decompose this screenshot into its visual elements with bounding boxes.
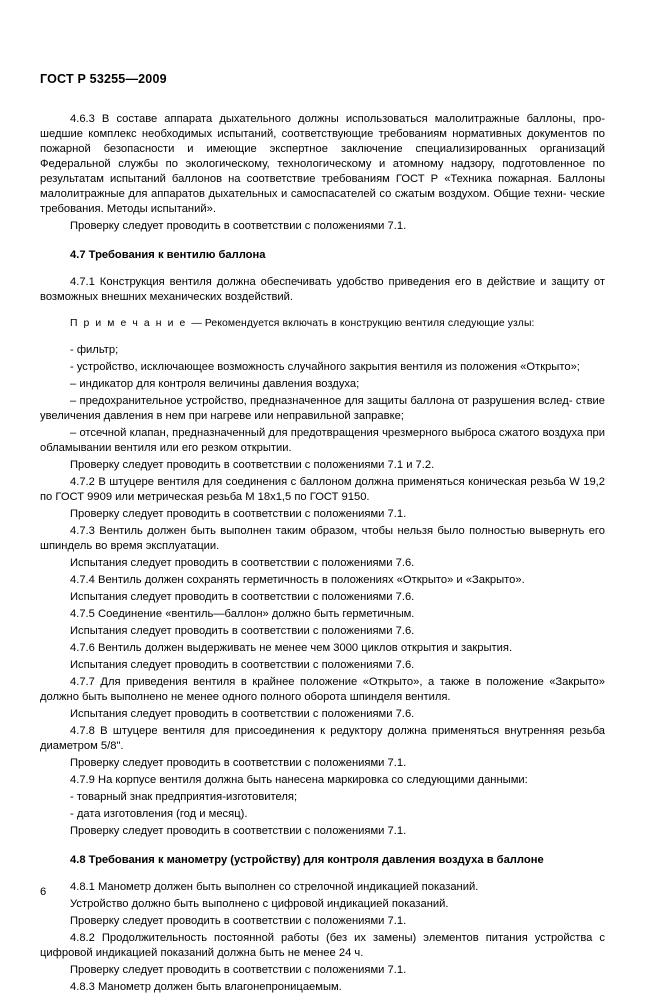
body-paragraph: - фильтр; [70, 343, 119, 356]
body-paragraph: Проверку следует проводить в соответствии с положениями 7.1. [70, 507, 407, 520]
body-paragraph: – индикатор для контроля величины давления воздуха; [70, 377, 360, 390]
body-paragraph: Устройство должно быть выполнено с цифровой индикацией показаний. [70, 897, 449, 910]
document-body [40, 112, 605, 995]
body-paragraph: – отсечной клапан, предназначенный для предотвращения чрезмерного выброса сжатого воздуха при обламывании вентиля или его резком открытии. [40, 426, 605, 454]
body-paragraph: 4.7.8 В штуцере вентиля для присоединения к редуктору должна применяться внутренняя резьба диаметром 5/8". [40, 724, 605, 752]
body-paragraph: 4.7.1 Конструкция вентиля должна обеспечивать удобство приведения его в действие и защиту от возможных внешних механических воздействий. [40, 276, 605, 303]
body-paragraph: Испытания следует проводить в соответствии с положениями 7.6. [70, 556, 415, 569]
body-paragraph: - устройство, исключающее возможность случайного закрытия вентиля из положения «Открыто»; [70, 360, 580, 373]
body-paragraph: Проверку следует проводить в соответствии с положениями 7.1. [70, 824, 407, 837]
body-paragraph: Испытания следует проводить в соответствии с положениями 7.6. [70, 624, 415, 637]
body-paragraph: Испытания следует проводить в соответствии с положениями 7.6. [70, 707, 415, 720]
page-header: ГОСТ Р 53255—2009 [40, 72, 167, 86]
body-paragraph: 4.7.4 Вентиль должен сохранять герметичность в положениях «Открыто» и «Закрыто». [70, 573, 525, 586]
body-paragraph: Проверку следует проводить в соответствии с положениями 7.1. [70, 220, 407, 232]
body-paragraph: Испытания следует проводить в соответствии с положениями 7.6. [70, 658, 415, 671]
body-paragraph: - товарный знак предприятия-изготовителя; [70, 790, 298, 803]
section-heading: 4.8 Требования к манометру (устройству) для контроля давления воздуха в баллоне [70, 853, 544, 866]
body-paragraph: 4.8.1 Манометр должен быть выполнен со стрелочной индикацией показаний. [70, 880, 479, 893]
body-paragraph: Испытания следует проводить в соответствии с положениями 7.6. [70, 590, 415, 603]
body-paragraph: 4.7.5 Соединение «вентиль—баллон» должно быть герметичным. [70, 607, 415, 620]
body-paragraph: 4.8.2 Продолжительность постоянной работы (без их замены) элементов питания устройства с цифровой индикацией показаний должна быть не менее 24 ч. [40, 931, 605, 959]
body-paragraph: 4.6.3 В составе аппарата дыхательного должны использоваться малолитражные баллоны, про- шедшие комплекс необходимых испытаний, соответствующие требованиям нормативных документов по пожарной безопасности и имеющие экспертное заключение специализированных организаций Федеральной службы по экологическому, технологическому и атомному надзору, подготовленное по результатам испытаний баллонов на соответствие требованиям ГОСТ Р «Техника пожарная. Баллоны малолитражные для аппаратов дыхательных и самоспасателей со сжатым воздухом. Общие техни- ческие требования. Методы испытаний». [40, 113, 605, 215]
note-paragraph [40, 317, 605, 331]
page-number: 6 [40, 886, 47, 898]
body-paragraph: 4.8.3 Манометр должен быть влагонепроницаемым. [70, 980, 342, 993]
section-heading: 4.7 Требования к вентилю баллона [70, 249, 266, 261]
body-paragraph: - дата изготовления (год и месяц). [70, 807, 248, 820]
body-paragraph: Проверку следует проводить в соответствии с положениями 7.1 и 7.2. [70, 458, 435, 471]
body-paragraph: 4.7.6 Вентиль должен выдерживать не менее чем 3000 циклов открытия и закрытия. [70, 641, 513, 654]
note-label: П р и м е ч а н и е [70, 318, 192, 329]
note-text: — Рекомендуется включать в конструкцию вентиля следующие узлы: [191, 318, 535, 329]
body-paragraph: Проверку следует проводить в соответствии с положениями 7.1. [70, 756, 407, 769]
body-paragraph: Проверку следует проводить в соответствии с положениями 7.1. [70, 963, 407, 976]
body-paragraph: 4.7.9 На корпусе вентиля должна быть нанесена маркировка со следующими данными: [70, 773, 528, 786]
body-paragraph: 4.7.3 Вентиль должен быть выполнен таким образом, чтобы нельзя было полностью вывернуть его шпиндель во время эксплуатации. [40, 524, 605, 552]
body-paragraph: 4.7.2 В штуцере вентиля для соединения с баллоном должна применяться коническая резьба W 19,2 по ГОСТ 9909 или метрическая резьба М 18х1,5 по ГОСТ 9150. [40, 475, 605, 503]
body-paragraph: Проверку следует проводить в соответствии с положениями 7.1. [70, 914, 407, 927]
body-paragraph: 4.7.7 Для приведения вентиля в крайнее положение «Открыто», а также в положение «Закрыто» должно быть выполнено не менее одного полного оборота шпинделя вентиля. [40, 675, 605, 703]
body-paragraph: – предохранительное устройство, предназначенное для защиты баллона от разрушения вслед- ствие увеличения давления в нем при нагреве или неправильной заправке; [40, 394, 605, 422]
